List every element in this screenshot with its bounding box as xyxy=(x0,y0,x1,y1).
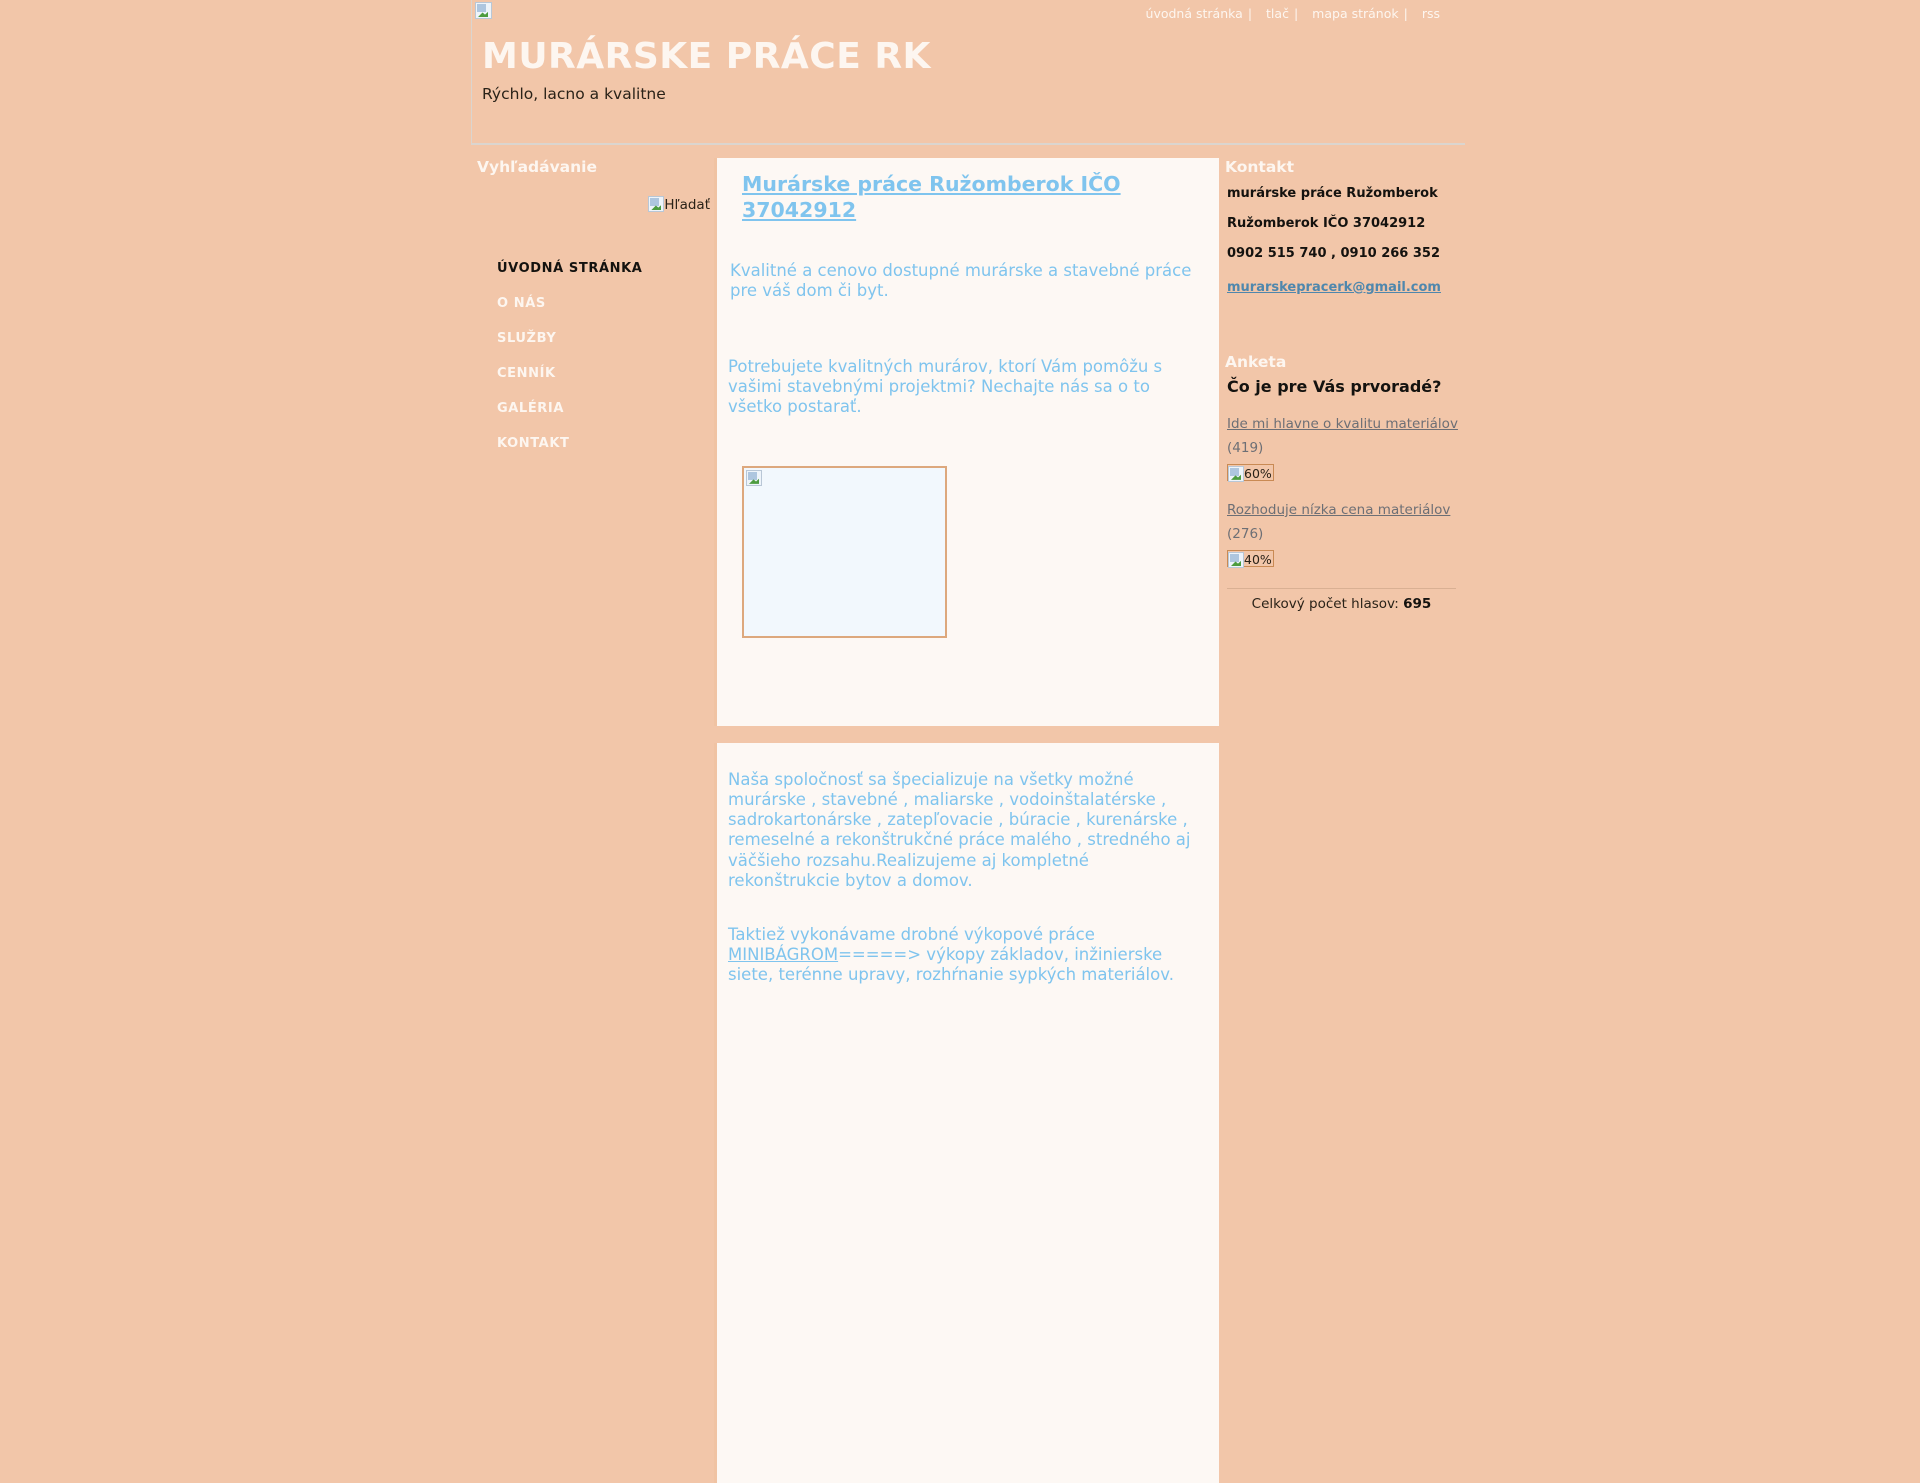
broken-image-icon xyxy=(1228,552,1244,568)
poll-option-count: (419) xyxy=(1227,440,1264,457)
article-title xyxy=(728,172,1205,223)
poll-divider xyxy=(1227,588,1456,589)
topnav-item-rss[interactable]: rss xyxy=(1421,6,1440,21)
broken-image-icon xyxy=(475,2,492,19)
contact-phone: 0902 515 740 , 0910 266 352 xyxy=(1227,245,1441,261)
contact-heading: Kontakt xyxy=(1225,158,1295,176)
poll-option xyxy=(1227,412,1464,482)
topnav-separator: | xyxy=(1293,6,1299,21)
article-title-link[interactable]: Murárske práce Ružomberok IČO 37042912 xyxy=(742,172,1121,222)
poll-total-label: Celkový počet hlasov: xyxy=(1251,596,1399,613)
site-slogan: Rýchlo, lacno a kvalitne xyxy=(482,85,666,103)
search-submit-alt-text[interactable]: Hľadať xyxy=(664,197,710,213)
topnav-item-home[interactable]: úvodná stránka xyxy=(1145,6,1243,21)
topnav-separator: | xyxy=(1403,6,1408,21)
menu-item-gallery[interactable]: GALÉRIA xyxy=(497,401,565,416)
article-intro-paragraph: Kvalitné a cenovo dostupné murárske a stavebné práce pre váš dom či byt. xyxy=(730,261,1192,301)
poll-option xyxy=(1227,498,1464,568)
search-form xyxy=(471,194,714,213)
article-panel-intro xyxy=(714,158,1219,726)
poll-heading: Anketa xyxy=(1225,352,1287,371)
left-sidebar xyxy=(471,158,714,461)
menu-item-about[interactable]: O NÁS xyxy=(497,296,546,311)
article-panel-services xyxy=(714,743,1219,1483)
panel-divider xyxy=(714,726,1219,743)
search-heading: Vyhľadávanie xyxy=(477,158,598,176)
article-question-paragraph: Potrebujete kvalitných murárov, ktorí Vám pomôžu s vašimi stavebnými projektmi? Nechajte nás sa o to všetko postarať. xyxy=(728,356,1163,416)
menu-item-contact[interactable]: KONTAKT xyxy=(497,436,570,451)
poll-total xyxy=(1219,596,1464,612)
topnav-item-print[interactable]: tlač xyxy=(1266,6,1289,21)
menu-item-services[interactable]: SLUŽBY xyxy=(497,331,557,346)
poll-option-bar xyxy=(1227,550,1274,567)
broken-image-icon xyxy=(1228,466,1244,482)
poll-option-label xyxy=(1227,498,1464,547)
broken-image-icon xyxy=(746,470,762,486)
poll-widget xyxy=(1219,377,1464,612)
minibagrom-link[interactable]: MINIBÁGROM xyxy=(728,944,839,964)
poll-question: Čo je pre Vás prvoradé? xyxy=(1227,376,1442,396)
contact-email-link[interactable]: murarskepracerk@gmail.com xyxy=(1227,279,1441,295)
site-header xyxy=(471,0,1465,145)
poll-option-label xyxy=(1227,412,1464,461)
site-title: MURÁRSKE PRÁCE RK xyxy=(482,36,931,77)
main-content xyxy=(714,158,1219,1483)
top-navigation xyxy=(1141,6,1445,21)
poll-option-link[interactable]: Rozhoduje nízka cena materiálov xyxy=(1227,501,1451,518)
right-sidebar xyxy=(1219,158,1464,612)
excavation-suffix: =====> výkopy základov, inžinierske siete, terénne upravy, rozhŕnanie sypkých materiálov. xyxy=(728,944,1174,984)
menu-item-home[interactable]: ÚVODNÁ STRÁNKA xyxy=(497,261,643,276)
contact-block xyxy=(1219,186,1464,295)
poll-option-count: (276) xyxy=(1227,526,1264,543)
article-image-placeholder xyxy=(742,466,947,638)
contact-registration: Ružomberok IČO 37042912 xyxy=(1227,215,1426,231)
poll-total-value: 695 xyxy=(1403,596,1432,613)
excavation-paragraph xyxy=(728,925,1205,985)
main-menu xyxy=(471,251,714,461)
poll-option-percent: 40% xyxy=(1244,552,1272,568)
menu-item-pricelist[interactable]: CENNÍK xyxy=(497,366,556,381)
poll-option-bar xyxy=(1227,464,1274,481)
services-paragraph: Naša spoločnosť sa špecializuje na všetky možné murárske , stavebné , maliarske , vodoinštalatérske , sadrokartonárske , zatepľovacie , búracie , kurenárske , remeselné a rekonštrukčné práce malého , stredného aj väčšieho rozsahu.Realizujeme aj kompletné rekonštrukcie bytov a domov. xyxy=(728,770,1191,890)
excavation-prefix: Taktiež vykonávame drobné výkopové práce xyxy=(728,924,1095,944)
broken-image-icon[interactable] xyxy=(648,196,664,212)
poll-option-percent: 60% xyxy=(1244,465,1272,481)
topnav-item-sitemap[interactable]: mapa stránok xyxy=(1312,6,1399,21)
poll-option-link[interactable]: Ide mi hlavne o kvalitu materiálov xyxy=(1227,415,1458,432)
topnav-separator: | xyxy=(1247,6,1253,21)
contact-company: murárske práce Ružomberok xyxy=(1227,186,1438,201)
